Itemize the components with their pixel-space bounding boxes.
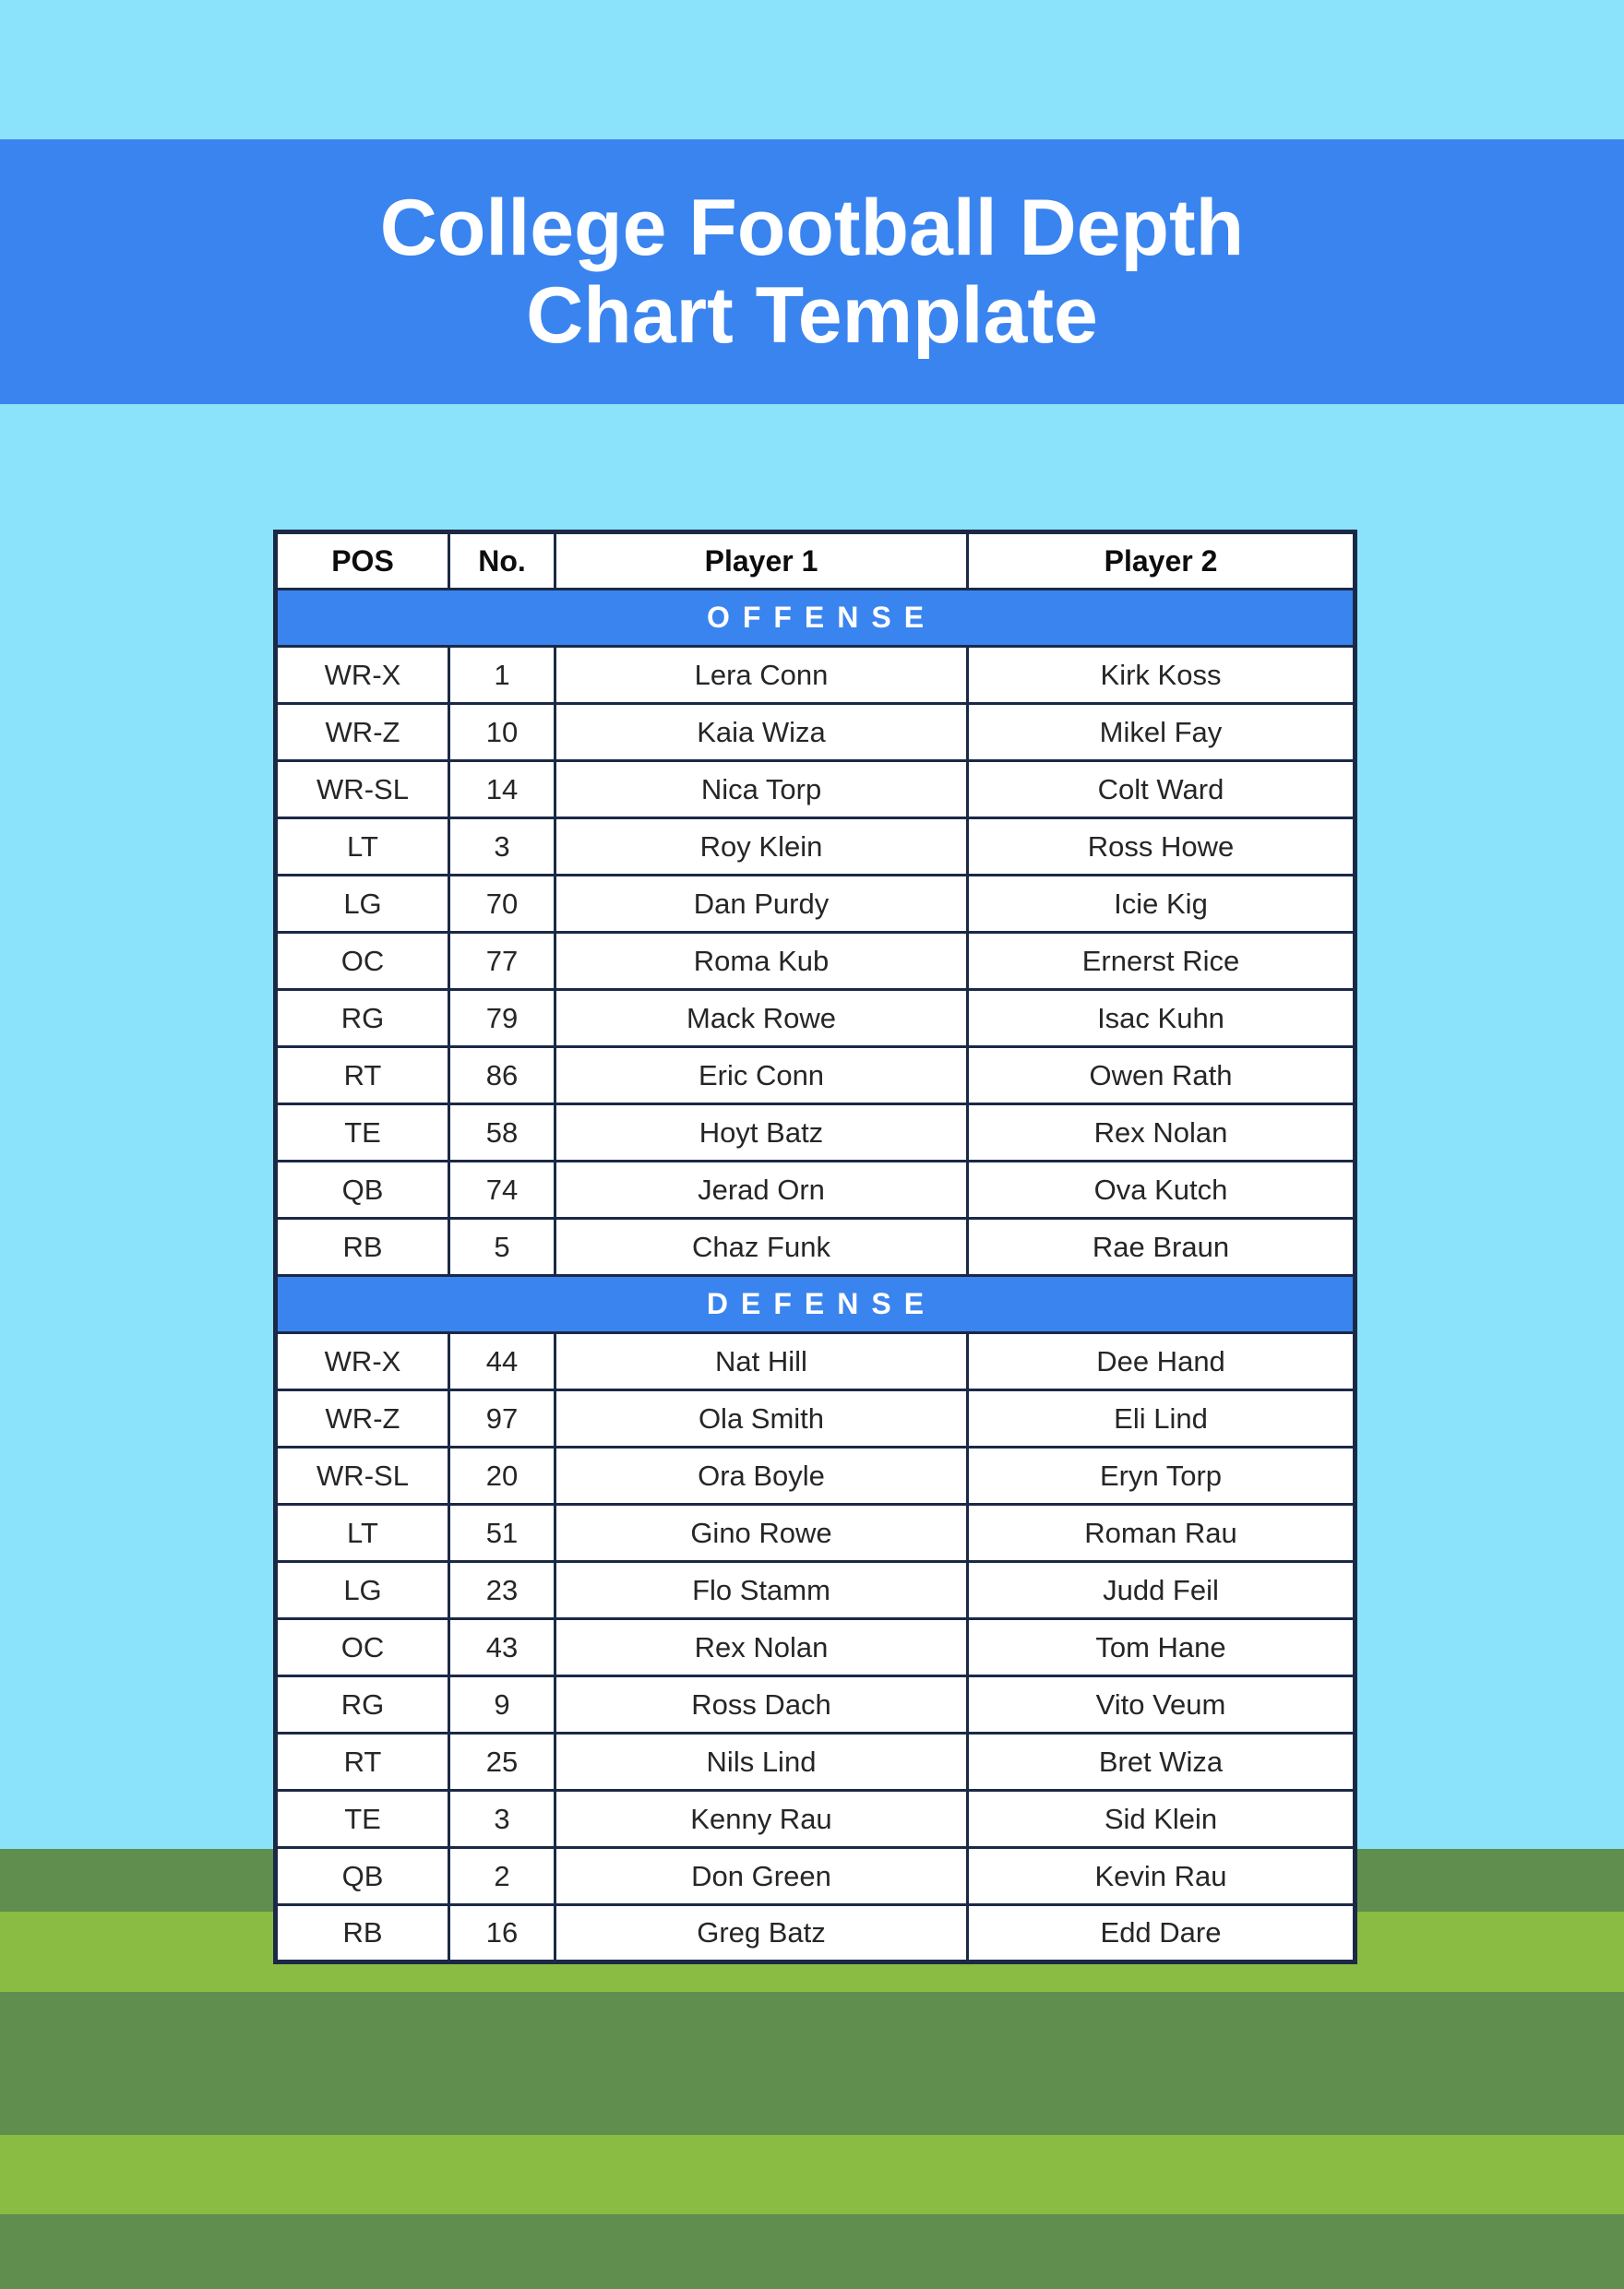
column-header-row [276,532,1355,590]
cell-player2: Vito Veum [968,1676,1355,1734]
cell-pos: LT [276,818,449,876]
cell-no: 43 [449,1619,555,1676]
col-header-no: No. [449,532,555,590]
section-label-defense: DEFENSE [276,1276,1355,1333]
player-row [276,704,1355,761]
cell-pos: WR-Z [276,704,449,761]
player-row [276,818,1355,876]
cell-player2: Roman Rau [968,1505,1355,1562]
player-row [276,761,1355,818]
cell-player1: Ora Boyle [555,1448,968,1505]
cell-player2: Kirk Koss [968,647,1355,704]
cell-pos: LG [276,876,449,933]
cell-pos: WR-SL [276,1448,449,1505]
cell-player1: Lera Conn [555,647,968,704]
cell-no: 51 [449,1505,555,1562]
field-stripe-3 [0,1992,1624,2135]
cell-player1: Mack Rowe [555,990,968,1047]
player-row [276,1734,1355,1791]
cell-player2: Ova Kutch [968,1162,1355,1219]
cell-player1: Flo Stamm [555,1562,968,1619]
player-row [276,1390,1355,1448]
cell-player1: Nat Hill [555,1333,968,1390]
cell-player1: Nils Lind [555,1734,968,1791]
depth-chart-body [276,590,1355,1962]
page-title-line-1: College Football Depth [379,183,1245,272]
cell-player1: Dan Purdy [555,876,968,933]
field-stripe-5 [0,2214,1624,2289]
cell-player1: Kenny Rau [555,1791,968,1848]
player-row [276,876,1355,933]
cell-player2: Ernerst Rice [968,933,1355,990]
cell-player2: Edd Dare [968,1905,1355,1962]
cell-pos: QB [276,1162,449,1219]
player-row [276,1562,1355,1619]
cell-player2: Icie Kig [968,876,1355,933]
cell-player2: Dee Hand [968,1333,1355,1390]
cell-pos: OC [276,933,449,990]
cell-pos: TE [276,1791,449,1848]
cell-pos: TE [276,1104,449,1162]
cell-no: 70 [449,876,555,933]
player-row [276,1219,1355,1276]
cell-no: 10 [449,704,555,761]
cell-player2: Colt Ward [968,761,1355,818]
depth-chart-table [273,530,1357,1964]
cell-pos: WR-X [276,647,449,704]
cell-player2: Owen Rath [968,1047,1355,1104]
cell-player1: Ola Smith [555,1390,968,1448]
cell-no: 3 [449,818,555,876]
col-header-pos: POS [276,532,449,590]
cell-no: 14 [449,761,555,818]
title-banner [0,139,1624,404]
cell-player2: Rae Braun [968,1219,1355,1276]
cell-pos: LG [276,1562,449,1619]
cell-no: 3 [449,1791,555,1848]
page-title-line-2: Chart Template [526,270,1098,360]
cell-no: 77 [449,933,555,990]
cell-player2: Kevin Rau [968,1848,1355,1905]
cell-player2: Sid Klein [968,1791,1355,1848]
cell-no: 1 [449,647,555,704]
cell-player1: Nica Torp [555,761,968,818]
cell-player1: Roy Klein [555,818,968,876]
cell-player1: Kaia Wiza [555,704,968,761]
cell-player1: Gino Rowe [555,1505,968,1562]
player-row [276,647,1355,704]
player-row [276,1848,1355,1905]
cell-no: 16 [449,1905,555,1962]
cell-pos: QB [276,1848,449,1905]
cell-player2: Mikel Fay [968,704,1355,761]
cell-player1: Chaz Funk [555,1219,968,1276]
cell-no: 86 [449,1047,555,1104]
cell-player2: Eli Lind [968,1390,1355,1448]
cell-player1: Don Green [555,1848,968,1905]
cell-player1: Rex Nolan [555,1619,968,1676]
cell-player2: Isac Kuhn [968,990,1355,1047]
cell-no: 2 [449,1848,555,1905]
cell-player2: Bret Wiza [968,1734,1355,1791]
player-row [276,1505,1355,1562]
cell-pos: RG [276,1676,449,1734]
cell-no: 5 [449,1219,555,1276]
cell-player1: Ross Dach [555,1676,968,1734]
cell-player2: Tom Hane [968,1619,1355,1676]
player-row [276,1791,1355,1848]
cell-player1: Eric Conn [555,1047,968,1104]
cell-no: 79 [449,990,555,1047]
cell-no: 74 [449,1162,555,1219]
player-row [276,1905,1355,1962]
player-row [276,1162,1355,1219]
cell-no: 9 [449,1676,555,1734]
cell-no: 97 [449,1390,555,1448]
player-row [276,1333,1355,1390]
cell-player2: Eryn Torp [968,1448,1355,1505]
col-header-player-1: Player 1 [555,532,968,590]
cell-pos: WR-Z [276,1390,449,1448]
cell-pos: RT [276,1734,449,1791]
cell-player1: Greg Batz [555,1905,968,1962]
section-label-offense: OFFENSE [276,590,1355,647]
cell-player2: Rex Nolan [968,1104,1355,1162]
cell-no: 25 [449,1734,555,1791]
col-header-player-2: Player 2 [968,532,1355,590]
player-row [276,990,1355,1047]
cell-pos: OC [276,1619,449,1676]
cell-no: 20 [449,1448,555,1505]
cell-player1: Hoyt Batz [555,1104,968,1162]
player-row [276,1619,1355,1676]
cell-no: 23 [449,1562,555,1619]
player-row [276,1448,1355,1505]
section-row-defense [276,1276,1355,1333]
player-row [276,1676,1355,1734]
cell-pos: RG [276,990,449,1047]
cell-pos: RB [276,1905,449,1962]
cell-pos: RT [276,1047,449,1104]
player-row [276,1047,1355,1104]
cell-player1: Roma Kub [555,933,968,990]
cell-player1: Jerad Orn [555,1162,968,1219]
cell-no: 58 [449,1104,555,1162]
cell-pos: LT [276,1505,449,1562]
player-row [276,1104,1355,1162]
cell-pos: WR-X [276,1333,449,1390]
cell-no: 44 [449,1333,555,1390]
section-row-offense [276,590,1355,647]
player-row [276,933,1355,990]
cell-pos: WR-SL [276,761,449,818]
cell-player2: Ross Howe [968,818,1355,876]
field-stripe-4 [0,2135,1624,2214]
cell-pos: RB [276,1219,449,1276]
cell-player2: Judd Feil [968,1562,1355,1619]
